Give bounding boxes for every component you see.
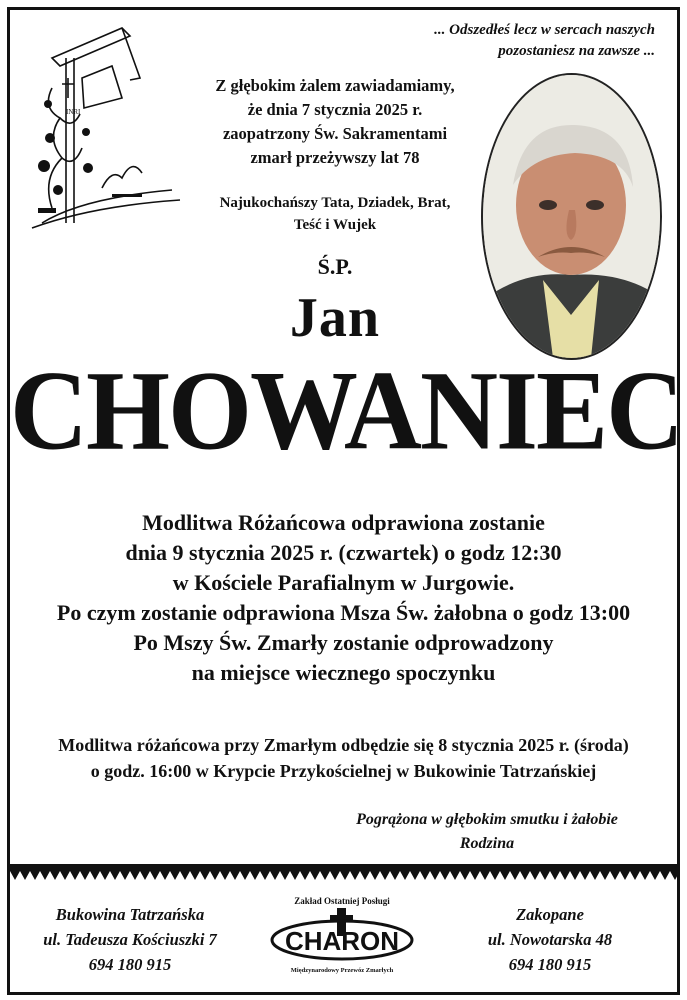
rosary-details (10, 732, 677, 784)
relations-line: Najukochańszy Tata, Dziadek, Brat, (219, 195, 451, 211)
mourners-line: Pogrążona w głębokim smutku i żałobie (356, 811, 618, 828)
last-name: CHOWANIEC (10, 349, 683, 474)
death-announcement (190, 74, 480, 170)
funeral-line: dnia 9 stycznia 2025 r. (czwartek) o godz 12:30 (125, 540, 562, 565)
branch-phone: 694 180 915 (88, 955, 172, 974)
svg-text:INRI: INRI (66, 108, 81, 116)
branch-city: Bukowina Tatrzańska (55, 905, 205, 924)
funeral-line: Po Mszy Św. Zmarły zostanie odprowadzony (133, 630, 554, 655)
funeral-details (10, 508, 677, 688)
branch-address: ul. Nowotarska 48 (487, 930, 613, 949)
epigraph (434, 20, 655, 62)
intro-line: zaopatrzony Św. Sakramentami (222, 124, 448, 143)
intro-line: Z głębokim żalem zawiadamiamy, (215, 76, 455, 95)
logo-bottom-text: Międzynarodowy Przewóz Zmarłych (290, 967, 394, 974)
logo-top-text: Zakład Ostatniej Posługi (294, 896, 390, 906)
funeral-line: na miejsce wiecznego spoczynku (191, 660, 496, 685)
relations-line: Teść i Wujek (293, 217, 377, 233)
epigraph-line: ... Odszedłeś lecz w sercach naszych (434, 22, 655, 38)
family-relations (190, 192, 480, 236)
charon-logo (262, 888, 422, 980)
mourners-line: Rodzina (459, 835, 515, 852)
rosary-line: Modlitwa różańcowa przy Zmarłym odbędzie się 8 stycznia 2025 r. (środa) (58, 735, 629, 755)
intro-line: zmarł przeżywszy lat 78 (250, 148, 420, 167)
branch-phone: 694 180 915 (508, 955, 592, 974)
first-name: Jan (289, 287, 381, 349)
epigraph-line: pozostaniesz na zawsze ... (498, 43, 655, 59)
logo-name: CHARON (284, 926, 400, 956)
branch-city: Zakopane (516, 905, 584, 924)
mourners-signature (327, 808, 647, 856)
branch-bukowina (20, 902, 240, 977)
intro-line: że dnia 7 stycznia 2025 r. (247, 100, 423, 119)
branch-zakopane (440, 902, 660, 977)
funeral-line: Modlitwa Różańcowa odprawiona zostanie (142, 510, 545, 535)
portrait-illustration (483, 75, 660, 358)
funeral-line: Po czym zostanie odprawiona Msza Św. żałobna o godz 13:00 (56, 600, 631, 625)
honorific: Ś.P. (317, 254, 353, 279)
portrait-photo (481, 73, 662, 360)
funeral-line: w Kościele Parafialnym w Jurgowie. (172, 570, 515, 595)
fringe-border (10, 867, 677, 881)
branch-address: ul. Tadeusza Kościuszki 7 (43, 930, 217, 949)
wayside-cross-illustration (22, 18, 182, 233)
rosary-line: o godz. 16:00 w Krypcie Przykościelnej w Bukowinie Tatrzańskiej (90, 761, 597, 781)
